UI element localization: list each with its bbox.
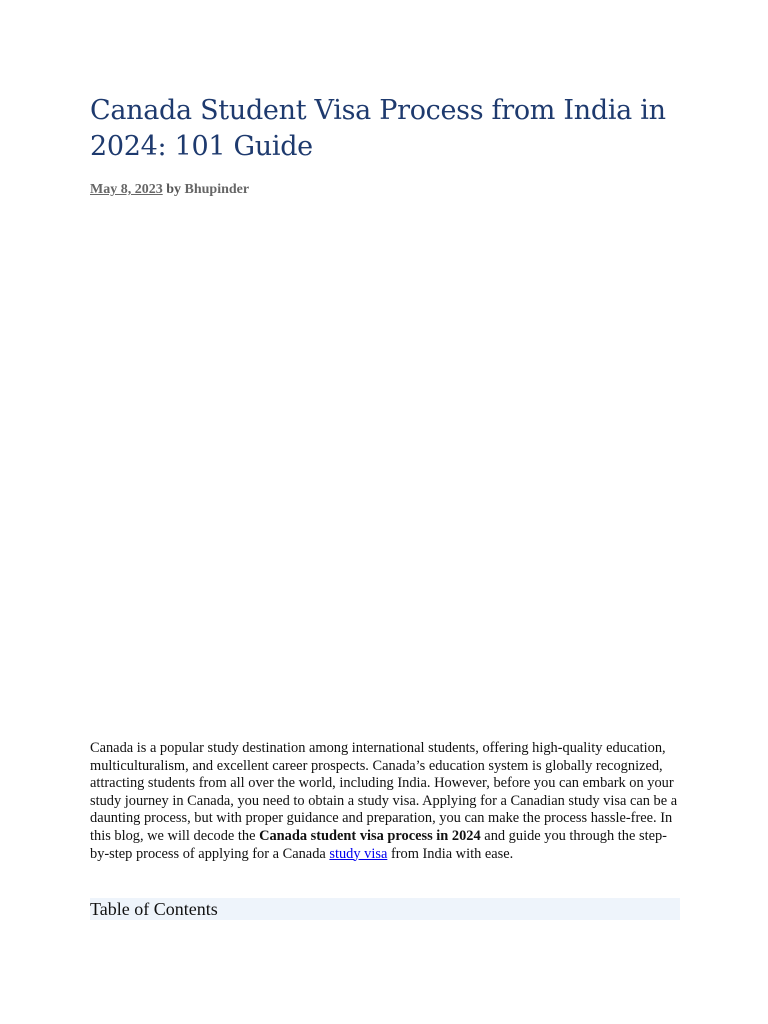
intro-text-2: and guide you through the step-by-step process of applying for a Canada xyxy=(90,827,667,862)
intro-paragraph xyxy=(90,740,680,863)
post-date-link[interactable]: May 8, 2023 xyxy=(90,182,163,197)
by-label: by xyxy=(166,182,182,197)
intro-text-1: Canada is a popular study destination among international students, offering high-quality education, multiculturalism, and excellent career prospects. Canada’s education system is globally recognized, attracting students from all over the world, including India. However, before you can embark on your study journey in Canada, you need to obtain a study visa. Applying for a Canadian study visa can be a daunting process, but with proper guidance and preparation, you can make the process hassle-free. In this blog, we will decode the xyxy=(90,740,678,844)
post-meta xyxy=(90,181,249,199)
intro-text-3: from India with ease. xyxy=(387,845,514,862)
study-visa-link[interactable]: study visa xyxy=(329,845,388,862)
intro-bold-keyphrase: Canada student visa process in 2024 xyxy=(259,827,481,844)
post-author: Bhupinder xyxy=(184,182,250,197)
table-of-contents-toggle[interactable]: Table of Contents xyxy=(90,898,680,920)
page-title: Canada Student Visa Process from India in 2024: 101 Guide xyxy=(90,95,666,162)
